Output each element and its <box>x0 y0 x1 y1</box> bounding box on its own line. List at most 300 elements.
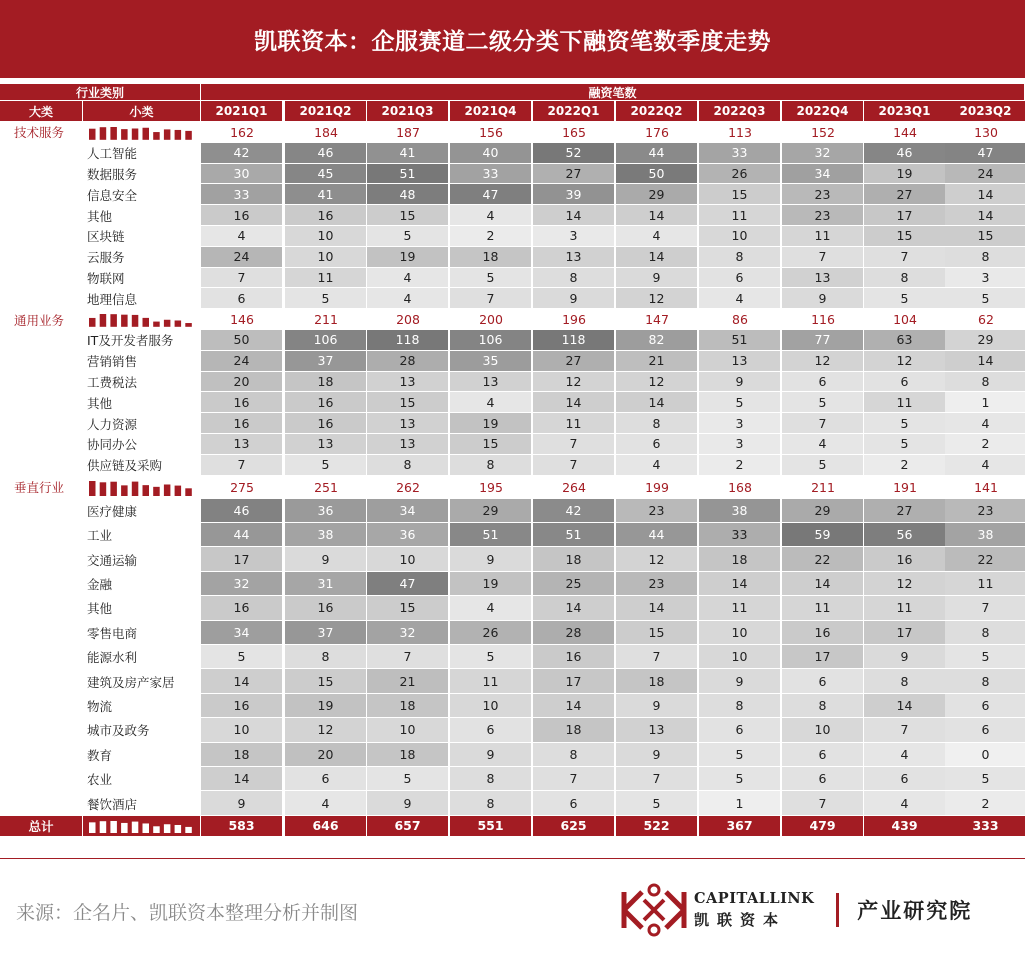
value-cell: 14 <box>533 205 615 226</box>
value-cell: 33 <box>699 523 781 547</box>
header-group-count: 融资笔数 <box>201 84 1025 101</box>
value-cell: 13 <box>450 372 532 393</box>
value-cell: 5 <box>285 455 367 476</box>
value-cell: 6 <box>782 743 864 767</box>
subtotal-cell: 275 <box>230 479 254 495</box>
value-cell: 21 <box>616 351 698 372</box>
value-cell: 5 <box>450 268 532 289</box>
sparkline-1 <box>87 309 197 330</box>
value-cell: 18 <box>533 547 615 571</box>
value-cell: 11 <box>782 596 864 620</box>
value-cell: 13 <box>367 413 449 434</box>
value-cell: 10 <box>201 718 283 742</box>
value-cell: 4 <box>450 392 532 413</box>
header-quarter-2022Q2: 2022Q2 <box>616 101 698 122</box>
value-cell: 16 <box>782 621 864 645</box>
value-cell: 14 <box>945 205 1025 226</box>
value-cell: 1 <box>699 791 781 815</box>
value-cell: 8 <box>450 791 532 815</box>
subtotal-cell: 264 <box>562 479 586 495</box>
subtotal-cell: 195 <box>479 479 503 495</box>
sparkline-1-bar-4 <box>132 315 139 327</box>
value-cell: 4 <box>864 743 946 767</box>
value-cell: 47 <box>450 184 532 205</box>
value-cell: 29 <box>450 499 532 523</box>
value-cell: 3 <box>533 226 615 247</box>
value-cell: 13 <box>533 247 615 268</box>
header-quarter-2021Q4: 2021Q4 <box>450 101 532 122</box>
value-cell: 51 <box>450 523 532 547</box>
value-cell: 13 <box>285 434 367 455</box>
sparkline-total <box>87 816 197 836</box>
sparkline-2-bar-2 <box>110 481 117 495</box>
subtotal-cell: 211 <box>811 479 835 495</box>
sparkline-2-bar-7 <box>164 484 171 496</box>
value-cell: 77 <box>782 330 864 351</box>
value-cell: 11 <box>699 596 781 620</box>
value-cell: 27 <box>864 184 946 205</box>
sparkline-0-bar-0 <box>89 129 96 140</box>
subcategory-label: 建筑及房产家居 <box>87 674 175 690</box>
value-cell: 28 <box>367 351 449 372</box>
logo-chinese: 凯联资本 <box>694 911 787 929</box>
sparkline-0-bar-7 <box>164 129 171 139</box>
sparkline-1-bar-0 <box>89 318 96 327</box>
subcategory-label: 工费税法 <box>87 374 138 390</box>
value-cell: 35 <box>450 351 532 372</box>
value-cell: 28 <box>533 621 615 645</box>
sparkline-2-bar-0 <box>89 481 96 496</box>
value-cell: 4 <box>450 205 532 226</box>
value-cell: 15 <box>367 205 449 226</box>
value-cell: 19 <box>367 247 449 268</box>
value-cell: 45 <box>285 164 367 185</box>
header-quarter-2023Q1: 2023Q1 <box>864 101 946 122</box>
value-cell: 16 <box>201 596 283 620</box>
value-cell: 17 <box>201 547 283 571</box>
subcategory-label: 农业 <box>87 772 113 788</box>
value-cell: 18 <box>201 743 283 767</box>
value-cell: 47 <box>367 572 449 596</box>
value-cell: 118 <box>533 330 615 351</box>
subtotal-cell: 104 <box>893 312 917 328</box>
value-cell: 12 <box>616 372 698 393</box>
value-cell: 26 <box>699 164 781 185</box>
sparkline-1-bar-2 <box>110 314 117 327</box>
value-cell: 14 <box>699 572 781 596</box>
subtotal-cell: 211 <box>314 312 338 328</box>
sparkline-total-bar-2 <box>110 821 117 833</box>
value-cell: 47 <box>945 143 1025 164</box>
value-cell: 56 <box>864 523 946 547</box>
value-cell: 7 <box>616 767 698 791</box>
value-cell: 5 <box>699 743 781 767</box>
subtotal-cell: 86 <box>732 312 748 328</box>
value-cell: 6 <box>285 767 367 791</box>
sparkline-1-bar-3 <box>121 315 128 327</box>
value-cell: 8 <box>450 767 532 791</box>
total-cell: 625 <box>533 816 615 836</box>
value-cell: 8 <box>945 372 1025 393</box>
value-cell: 24 <box>201 247 283 268</box>
value-cell: 31 <box>285 572 367 596</box>
subtotal-cell: 62 <box>978 312 994 328</box>
value-cell: 10 <box>285 247 367 268</box>
value-cell: 8 <box>285 645 367 669</box>
value-cell: 51 <box>699 330 781 351</box>
total-cell: 551 <box>450 816 532 836</box>
value-cell: 2 <box>945 791 1025 815</box>
value-cell: 4 <box>450 596 532 620</box>
value-cell: 18 <box>699 547 781 571</box>
value-cell: 24 <box>945 164 1025 185</box>
value-cell: 23 <box>945 499 1025 523</box>
sparkline-2-bar-6 <box>153 486 160 495</box>
value-cell: 7 <box>864 247 946 268</box>
value-cell: 5 <box>864 434 946 455</box>
value-cell: 6 <box>864 767 946 791</box>
value-cell: 5 <box>864 288 946 309</box>
value-cell: 8 <box>864 268 946 289</box>
value-cell: 6 <box>864 372 946 393</box>
value-cell: 59 <box>782 523 864 547</box>
sparkline-2 <box>87 476 197 499</box>
value-cell: 16 <box>864 547 946 571</box>
value-cell: 3 <box>699 434 781 455</box>
value-cell: 11 <box>864 392 946 413</box>
value-cell: 14 <box>945 184 1025 205</box>
value-cell: 7 <box>533 767 615 791</box>
subtotal-cell: 262 <box>396 479 420 495</box>
sparkline-0-bar-8 <box>175 130 182 140</box>
value-cell: 7 <box>864 718 946 742</box>
value-cell: 18 <box>450 247 532 268</box>
value-cell: 37 <box>285 351 367 372</box>
value-cell: 18 <box>616 669 698 693</box>
sparkline-2-bar-4 <box>132 481 139 495</box>
value-cell: 7 <box>450 288 532 309</box>
value-cell: 82 <box>616 330 698 351</box>
value-cell: 13 <box>616 718 698 742</box>
value-cell: 14 <box>201 669 283 693</box>
value-cell: 44 <box>616 143 698 164</box>
total-cell: 583 <box>201 816 283 836</box>
total-cell: 439 <box>864 816 946 836</box>
subtotal-cell: 156 <box>479 124 503 140</box>
value-cell: 2 <box>699 455 781 476</box>
value-cell: 5 <box>945 645 1025 669</box>
value-cell: 4 <box>367 268 449 289</box>
subtotal-cell: 141 <box>974 479 998 495</box>
value-cell: 15 <box>864 226 946 247</box>
value-cell: 5 <box>782 455 864 476</box>
value-cell: 14 <box>533 596 615 620</box>
value-cell: 34 <box>782 164 864 185</box>
value-cell: 5 <box>699 392 781 413</box>
header-quarter-2021Q3: 2021Q3 <box>367 101 449 122</box>
value-cell: 16 <box>285 392 367 413</box>
value-cell: 27 <box>864 499 946 523</box>
subtotal-cell: 251 <box>314 479 338 495</box>
subtotal-cell: 152 <box>811 124 835 140</box>
value-cell: 13 <box>699 351 781 372</box>
value-cell: 14 <box>616 205 698 226</box>
category-2: 垂直行业 <box>14 480 65 496</box>
value-cell: 52 <box>533 143 615 164</box>
subcategory-label: IT及开发者服务 <box>87 333 174 349</box>
value-cell: 38 <box>699 499 781 523</box>
value-cell: 51 <box>533 523 615 547</box>
value-cell: 38 <box>945 523 1025 547</box>
value-cell: 15 <box>699 184 781 205</box>
value-cell: 5 <box>201 645 283 669</box>
value-cell: 41 <box>285 184 367 205</box>
value-cell: 20 <box>201 372 283 393</box>
value-cell: 38 <box>285 523 367 547</box>
value-cell: 5 <box>450 645 532 669</box>
sparkline-0-bar-6 <box>153 132 160 140</box>
value-cell: 32 <box>367 621 449 645</box>
sparkline-total-bar-9 <box>185 827 192 833</box>
value-cell: 17 <box>864 621 946 645</box>
subtotal-cell: 176 <box>645 124 669 140</box>
value-cell: 14 <box>533 392 615 413</box>
source-note: 来源：企名片、凯联资本整理分析并制图 <box>16 902 359 924</box>
header-major: 大类 <box>0 101 83 122</box>
logo-english: CAPITALLINK <box>694 890 815 907</box>
logo-institute: 产业研究院 <box>857 898 973 923</box>
subtotal-cell: 146 <box>230 312 254 328</box>
sparkline-total-bar-6 <box>153 826 160 833</box>
total-cell: 646 <box>285 816 367 836</box>
value-cell: 27 <box>533 351 615 372</box>
value-cell: 9 <box>367 791 449 815</box>
value-cell: 21 <box>367 669 449 693</box>
subcategory-label: 人工智能 <box>87 146 138 162</box>
subcategory-label: 协同办公 <box>87 437 138 453</box>
subtotal-cell: 130 <box>974 124 998 140</box>
value-cell: 11 <box>782 226 864 247</box>
subcategory-label: 区块链 <box>87 229 125 245</box>
value-cell: 7 <box>945 596 1025 620</box>
value-cell: 14 <box>616 247 698 268</box>
value-cell: 13 <box>367 434 449 455</box>
value-cell: 7 <box>533 434 615 455</box>
value-cell: 13 <box>201 434 283 455</box>
value-cell: 9 <box>699 372 781 393</box>
value-cell: 6 <box>782 372 864 393</box>
value-cell: 46 <box>864 143 946 164</box>
value-cell: 11 <box>945 572 1025 596</box>
value-cell: 17 <box>782 645 864 669</box>
value-cell: 5 <box>945 767 1025 791</box>
value-cell: 30 <box>201 164 283 185</box>
value-cell: 4 <box>945 455 1025 476</box>
value-cell: 19 <box>450 572 532 596</box>
value-cell: 25 <box>533 572 615 596</box>
value-cell: 10 <box>699 621 781 645</box>
value-cell: 14 <box>616 596 698 620</box>
header-quarter-2022Q3: 2022Q3 <box>699 101 781 122</box>
value-cell: 8 <box>533 743 615 767</box>
sparkline-0-bar-2 <box>110 127 117 140</box>
value-cell: 9 <box>616 743 698 767</box>
total-cell: 522 <box>616 816 698 836</box>
value-cell: 11 <box>864 596 946 620</box>
value-cell: 9 <box>616 268 698 289</box>
value-cell: 2 <box>864 455 946 476</box>
value-cell: 6 <box>533 791 615 815</box>
category-1: 通用业务 <box>14 312 65 328</box>
value-cell: 118 <box>367 330 449 351</box>
value-cell: 34 <box>201 621 283 645</box>
sparkline-1-bar-1 <box>100 314 107 327</box>
value-cell: 7 <box>782 791 864 815</box>
value-cell: 4 <box>782 434 864 455</box>
value-cell: 16 <box>285 205 367 226</box>
value-cell: 10 <box>450 694 532 718</box>
value-cell: 2 <box>945 434 1025 455</box>
value-cell: 7 <box>367 645 449 669</box>
value-cell: 41 <box>367 143 449 164</box>
value-cell: 8 <box>945 247 1025 268</box>
value-cell: 29 <box>945 330 1025 351</box>
subtotal-cell: 199 <box>645 479 669 495</box>
value-cell: 9 <box>533 288 615 309</box>
subcategory-label: 营销销售 <box>87 354 138 370</box>
value-cell: 7 <box>782 413 864 434</box>
subcategory-label: 医疗健康 <box>87 503 138 519</box>
value-cell: 34 <box>367 499 449 523</box>
sparkline-0-bar-9 <box>185 131 192 140</box>
value-cell: 0 <box>945 743 1025 767</box>
sparkline-0-bar-4 <box>132 129 139 140</box>
subtotal-cell: 162 <box>230 124 254 140</box>
subcategory-label: 能源水利 <box>87 650 138 666</box>
value-cell: 42 <box>201 143 283 164</box>
value-cell: 4 <box>616 455 698 476</box>
value-cell: 18 <box>367 743 449 767</box>
value-cell: 6 <box>782 669 864 693</box>
total-cell: 367 <box>699 816 781 836</box>
value-cell: 5 <box>699 767 781 791</box>
value-cell: 16 <box>201 694 283 718</box>
value-cell: 13 <box>782 268 864 289</box>
value-cell: 14 <box>201 767 283 791</box>
value-cell: 10 <box>782 718 864 742</box>
value-cell: 106 <box>450 330 532 351</box>
subcategory-label: 人力资源 <box>87 416 138 432</box>
value-cell: 32 <box>201 572 283 596</box>
footer-divider <box>0 858 1025 859</box>
value-cell: 16 <box>201 205 283 226</box>
subcategory-label: 物流 <box>87 698 113 714</box>
subcategory-label: 供应链及采购 <box>87 458 163 474</box>
sparkline-total-bar-4 <box>132 821 139 832</box>
value-cell: 8 <box>864 669 946 693</box>
value-cell: 15 <box>367 596 449 620</box>
value-cell: 46 <box>201 499 283 523</box>
value-cell: 8 <box>699 694 781 718</box>
value-cell: 106 <box>285 330 367 351</box>
subcategory-label: 教育 <box>87 747 113 763</box>
value-cell: 5 <box>367 767 449 791</box>
value-cell: 40 <box>450 143 532 164</box>
sparkline-total-bar-1 <box>100 821 107 833</box>
sparkline-2-bar-8 <box>175 485 182 495</box>
subcategory-label: 云服务 <box>87 250 125 266</box>
subcategory-label: 城市及政务 <box>87 723 150 739</box>
value-cell: 11 <box>533 413 615 434</box>
value-cell: 10 <box>367 718 449 742</box>
value-cell: 16 <box>285 413 367 434</box>
value-cell: 7 <box>201 268 283 289</box>
value-cell: 4 <box>367 288 449 309</box>
value-cell: 6 <box>201 288 283 309</box>
value-cell: 12 <box>782 351 864 372</box>
value-cell: 22 <box>782 547 864 571</box>
logo-divider <box>836 893 839 927</box>
value-cell: 23 <box>616 572 698 596</box>
sparkline-1-bar-8 <box>175 321 182 327</box>
value-cell: 36 <box>367 523 449 547</box>
sparkline-total-bar-0 <box>89 822 96 833</box>
header-quarter-2022Q4: 2022Q4 <box>782 101 864 122</box>
value-cell: 3 <box>945 268 1025 289</box>
subtotal-cell: 208 <box>396 312 420 328</box>
subtotal-cell: 116 <box>811 312 835 328</box>
value-cell: 4 <box>864 791 946 815</box>
value-cell: 12 <box>864 351 946 372</box>
value-cell: 16 <box>533 645 615 669</box>
value-cell: 12 <box>864 572 946 596</box>
value-cell: 16 <box>285 596 367 620</box>
subtotal-cell: 191 <box>893 479 917 495</box>
subcategory-label: 物联网 <box>87 270 125 286</box>
value-cell: 8 <box>699 247 781 268</box>
value-cell: 7 <box>782 247 864 268</box>
subtotal-cell: 144 <box>893 124 917 140</box>
value-cell: 50 <box>201 330 283 351</box>
value-cell: 3 <box>699 413 781 434</box>
value-cell: 14 <box>864 694 946 718</box>
value-cell: 32 <box>782 143 864 164</box>
value-cell: 46 <box>285 143 367 164</box>
value-cell: 1 <box>945 392 1025 413</box>
value-cell: 15 <box>945 226 1025 247</box>
value-cell: 51 <box>367 164 449 185</box>
value-cell: 14 <box>616 392 698 413</box>
value-cell: 63 <box>864 330 946 351</box>
subcategory-label: 信息安全 <box>87 187 138 203</box>
total-cell: 333 <box>945 816 1025 836</box>
value-cell: 11 <box>699 205 781 226</box>
value-cell: 5 <box>285 288 367 309</box>
subcategory-label: 其他 <box>87 208 113 224</box>
value-cell: 12 <box>616 288 698 309</box>
value-cell: 11 <box>285 268 367 289</box>
value-cell: 14 <box>533 694 615 718</box>
value-cell: 39 <box>533 184 615 205</box>
value-cell: 7 <box>533 455 615 476</box>
sparkline-total-bar-7 <box>164 824 171 833</box>
value-cell: 19 <box>450 413 532 434</box>
sparkline-1-bar-6 <box>153 322 160 327</box>
header-quarter-2023Q2: 2023Q2 <box>945 101 1025 122</box>
value-cell: 33 <box>450 164 532 185</box>
value-cell: 11 <box>450 669 532 693</box>
sparkline-0-bar-3 <box>121 129 128 140</box>
